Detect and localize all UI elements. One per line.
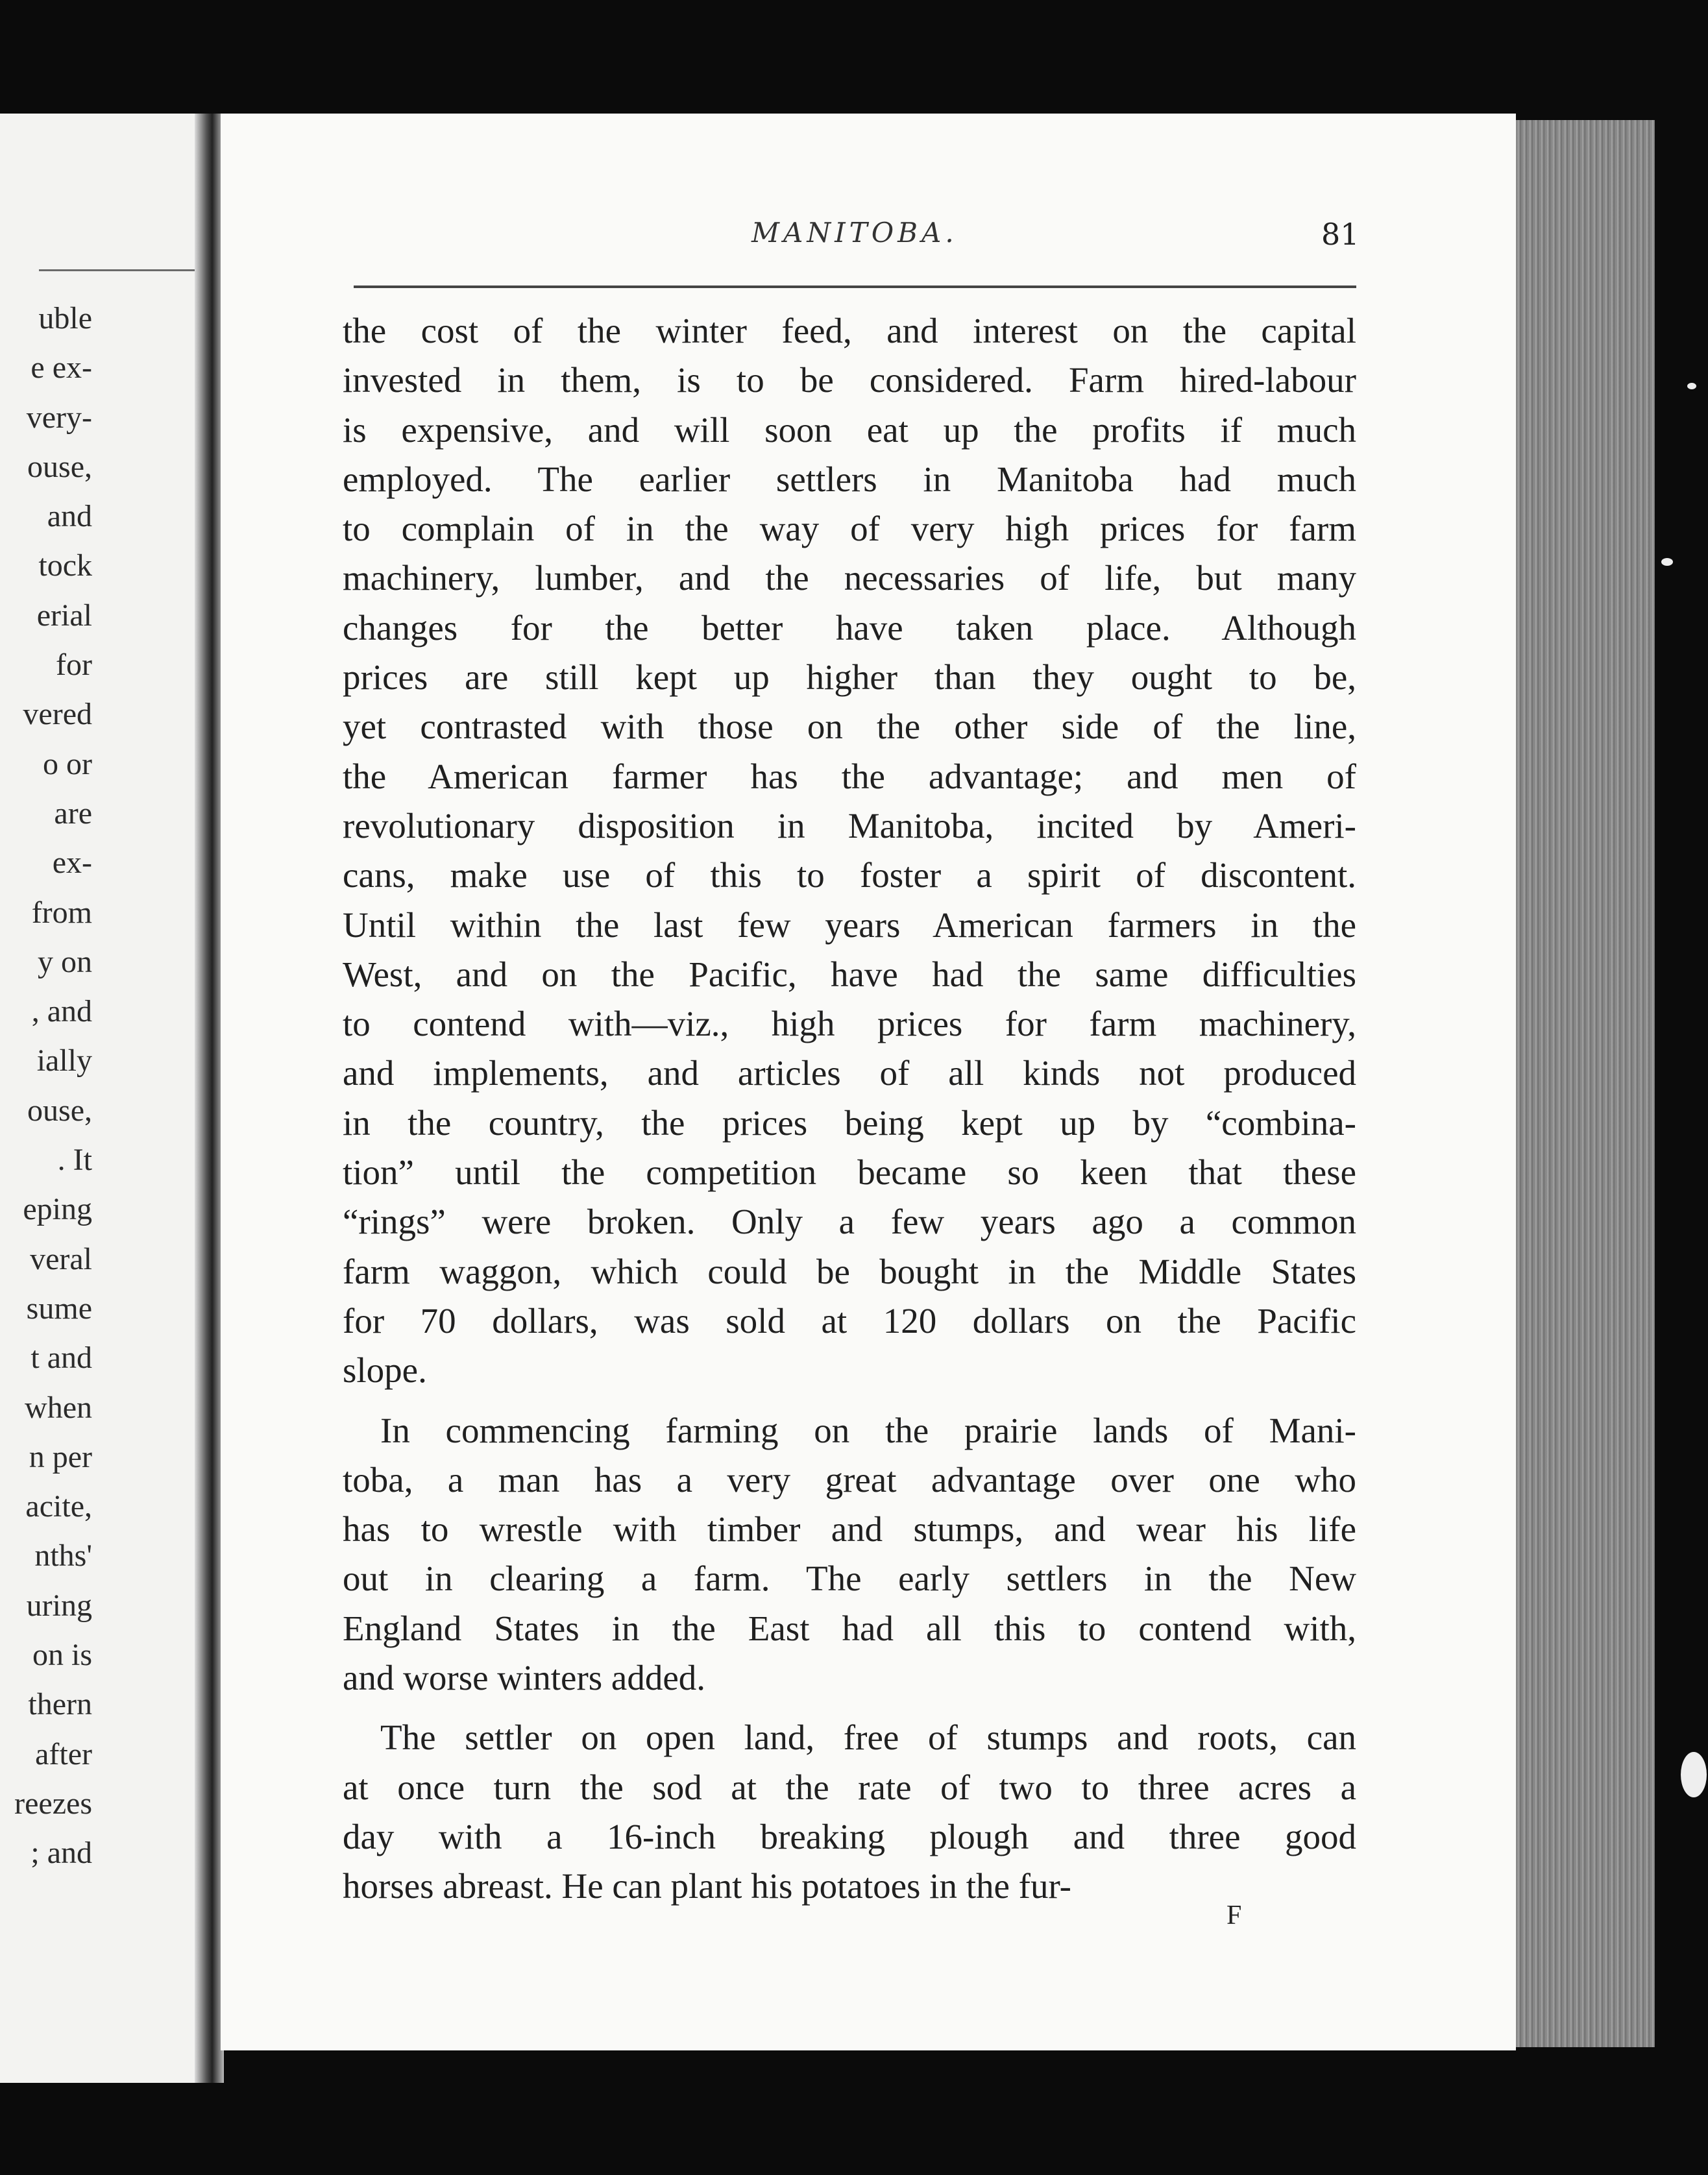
left-line: t and xyxy=(30,1341,92,1376)
paragraph xyxy=(343,1406,1356,1703)
left-line: tock xyxy=(38,548,92,583)
page-edges xyxy=(1499,120,1655,2047)
text-line: and implements, and articles of all kinds not produced xyxy=(343,1053,1356,1093)
text-line: machinery, lumber, and the necessaries of life, but many xyxy=(343,558,1356,598)
left-page-text xyxy=(0,294,92,1878)
text-line: cans, make use of this to foster a spirit of discontent. xyxy=(343,855,1356,895)
text-line: for 70 dollars, was sold at 120 dollars on the Pacific xyxy=(343,1300,1356,1341)
text-line: In commencing farming on the prairie lands of Mani- xyxy=(380,1410,1356,1450)
left-line: sume xyxy=(26,1291,92,1326)
text-line: yet contrasted with those on the other side of the line, xyxy=(343,707,1356,747)
left-line: uring xyxy=(26,1588,92,1623)
text-line: out in clearing a farm. The early settlers in the New xyxy=(343,1559,1356,1599)
left-line: nths' xyxy=(34,1538,92,1574)
text-line: to contend with—viz., high prices for farm machinery, xyxy=(343,1004,1356,1044)
left-line: veral xyxy=(30,1241,92,1276)
running-head: MANITOBA. xyxy=(751,217,958,249)
left-line: ially xyxy=(36,1043,92,1078)
text-line: prices are still kept up higher than they ought to be, xyxy=(343,657,1356,698)
left-line: ex- xyxy=(52,845,92,881)
left-line: e ex- xyxy=(30,350,92,385)
text-line: revolutionary disposition in Manitoba, incited by Ameri- xyxy=(343,805,1356,845)
text-line: the cost of the winter feed, and interest on the capital xyxy=(343,311,1356,350)
text-line: has to wrestle with timber and stumps, and wear his life xyxy=(343,1509,1356,1549)
text-line: Until within the last few years American farmers in the xyxy=(343,905,1356,945)
left-line: and xyxy=(47,499,92,534)
text-line: is expensive, and will soon eat up the profits if much xyxy=(343,409,1356,450)
left-line: from xyxy=(31,895,92,930)
left-line: on is xyxy=(32,1638,92,1673)
left-line: for xyxy=(56,648,92,683)
text-line: at once turn the sod at the rate of two to three acres a xyxy=(343,1767,1356,1807)
scan-speck xyxy=(1681,1752,1707,1797)
left-line: n per xyxy=(29,1439,92,1474)
left-line: after xyxy=(35,1736,92,1771)
left-line: very- xyxy=(26,400,92,435)
paragraph xyxy=(343,306,1356,1396)
left-page xyxy=(0,114,214,2083)
left-line: are xyxy=(54,796,92,831)
left-line: erial xyxy=(36,598,92,633)
signature-mark: F xyxy=(1226,1901,1242,1930)
text-line: to complain of in the way of very high prices for farm xyxy=(343,509,1356,549)
text-line: in the country, the prices being kept up by “combina- xyxy=(343,1102,1356,1143)
left-line: , and xyxy=(31,994,92,1029)
text-line: horses abreast. He can plant his potatoes in the fur- xyxy=(343,1866,1071,1906)
text-line: England States in the East had all this to contend with, xyxy=(343,1608,1356,1648)
left-page-rule xyxy=(39,269,195,271)
text-line: and worse winters added. xyxy=(343,1658,705,1698)
text-line: farm waggon, which could be bought in the Middle States xyxy=(343,1251,1356,1291)
text-line: day with a 16-inch breaking plough and three good xyxy=(343,1816,1356,1856)
text-line: toba, a man has a very great advantage over one who xyxy=(343,1459,1356,1500)
left-line: thern xyxy=(28,1687,92,1722)
header-rule xyxy=(354,286,1356,288)
paragraph-gap xyxy=(343,1396,1356,1406)
page-number: 81 xyxy=(1321,217,1360,252)
text-line: “rings” were broken. Only a few years ago a common xyxy=(343,1202,1356,1242)
left-line: ouse, xyxy=(27,449,92,484)
book-gutter xyxy=(195,114,224,2083)
text-line: tion” until the competition became so keen that these xyxy=(343,1152,1356,1193)
text-line: invested in them, is to be considered. Farm hired-labour xyxy=(343,360,1356,400)
left-line: vered xyxy=(23,697,92,732)
body-text xyxy=(343,306,1356,1912)
paragraph xyxy=(343,1713,1356,1911)
left-line: . It xyxy=(57,1143,92,1178)
left-line: eping xyxy=(23,1192,92,1227)
text-line: The settler on open land, free of stumps and roots, can xyxy=(380,1718,1356,1758)
left-line: ; and xyxy=(30,1836,92,1871)
text-line: the American farmer has the advantage; and men of xyxy=(343,756,1356,796)
left-line: reezes xyxy=(14,1786,92,1821)
left-line: acite, xyxy=(25,1489,92,1524)
left-line: o or xyxy=(43,746,92,781)
paragraph-gap xyxy=(343,1703,1356,1713)
left-line: y on xyxy=(38,944,92,979)
left-line: uble xyxy=(38,301,92,335)
text-line: changes for the better have taken place. Although xyxy=(343,607,1356,648)
left-line: ouse, xyxy=(27,1093,92,1128)
left-line: when xyxy=(25,1390,92,1425)
scan-speck xyxy=(1661,558,1673,566)
scan-speck xyxy=(1687,383,1696,389)
text-line: slope. xyxy=(343,1350,427,1391)
text-line: West, and on the Pacific, have had the same difficulties xyxy=(343,954,1356,994)
text-line: employed. The earlier settlers in Manitoba had much xyxy=(343,459,1356,499)
